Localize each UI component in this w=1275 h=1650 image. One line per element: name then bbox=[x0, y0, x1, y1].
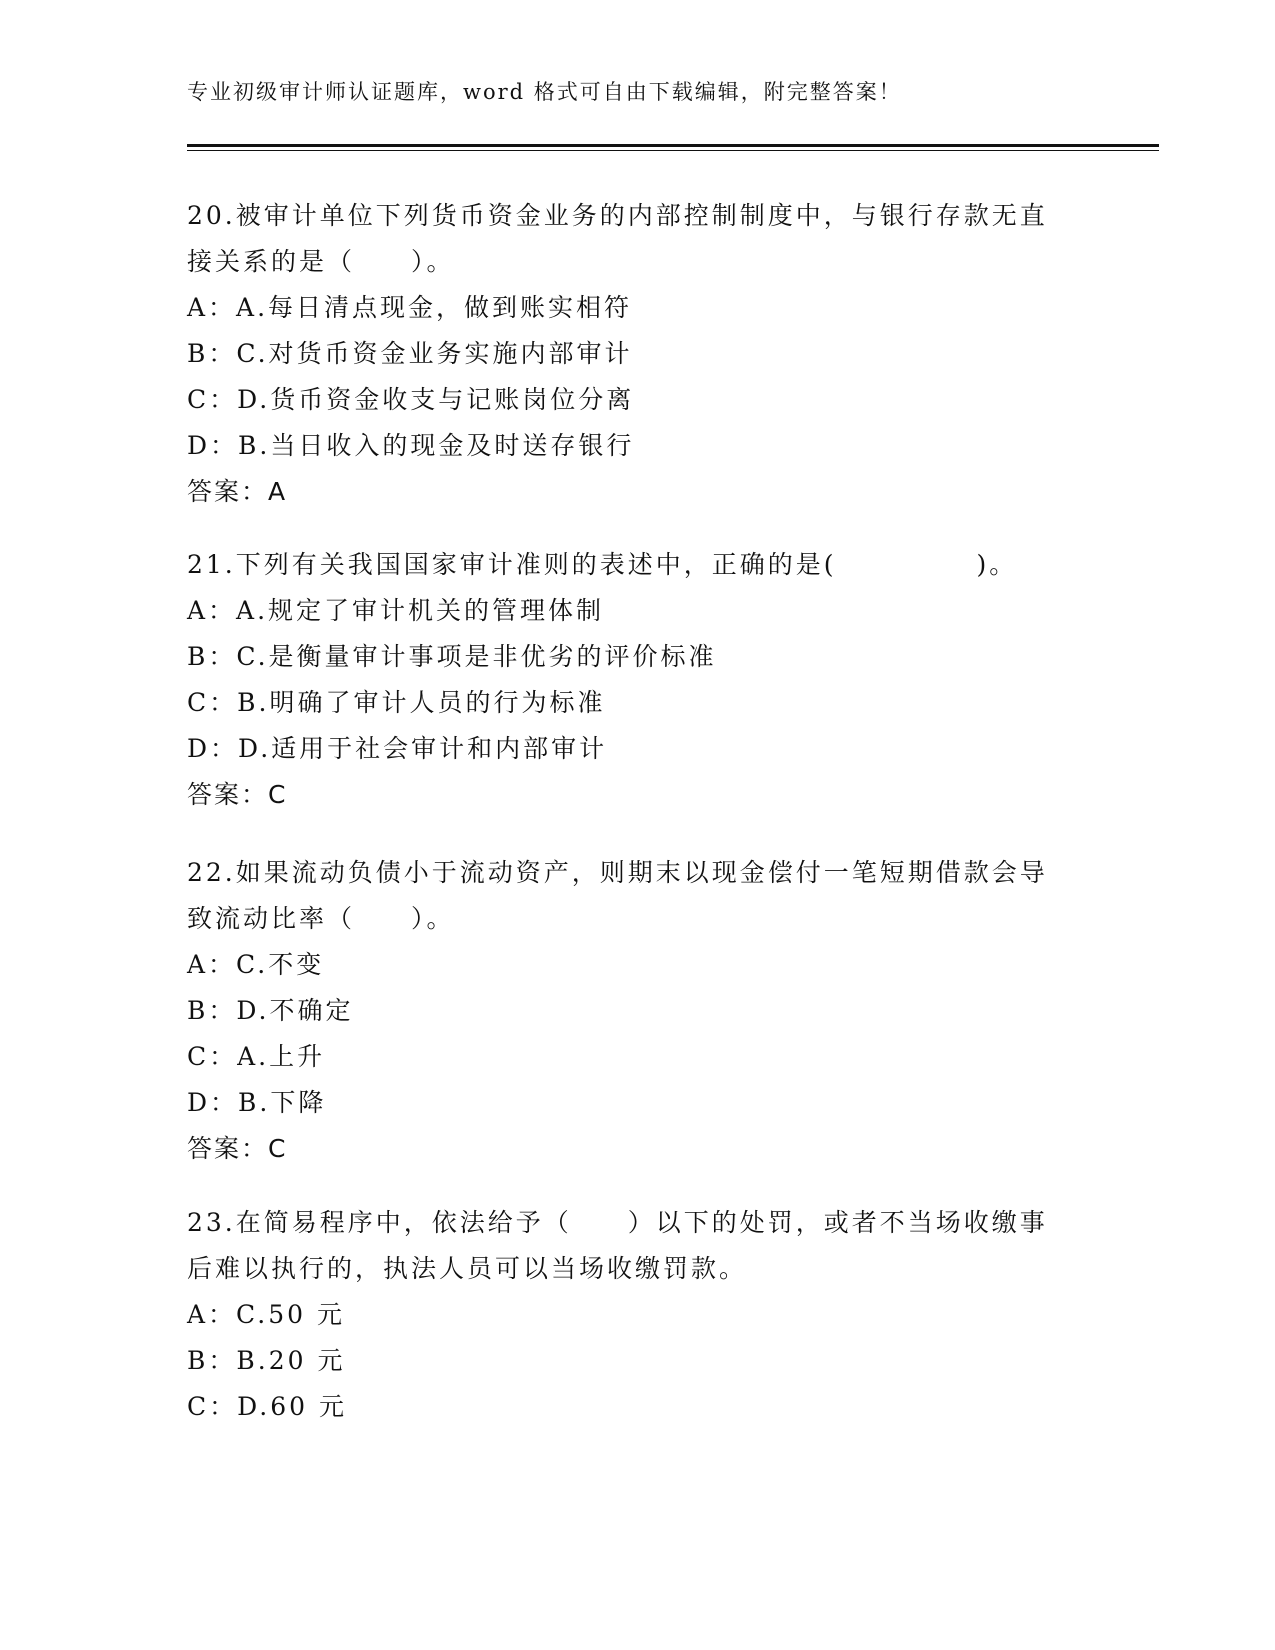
option-c: C：D.货币资金收支与记账岗位分离 bbox=[187, 385, 635, 414]
page-header-text: 专业初级审计师认证题库，word 格式可自由下载编辑，附完整答案！ bbox=[187, 80, 902, 104]
option-a: A：C.50 元 bbox=[187, 1300, 345, 1329]
option-b: B：C.是衡量审计事项是非优劣的评价标准 bbox=[187, 642, 717, 671]
header-rule-thin bbox=[187, 150, 1159, 151]
option-c: C：D.60 元 bbox=[187, 1392, 347, 1421]
question-text: 21.下列有关我国国家审计准则的表述中，正确的是( )。 bbox=[187, 550, 1018, 579]
answer: 答案：C bbox=[187, 1134, 288, 1163]
answer: 答案：A bbox=[187, 477, 288, 506]
question-text: 22.如果流动负债小于流动资产，则期末以现金偿付一笔短期借款会导 bbox=[187, 858, 1048, 887]
question-22 bbox=[187, 850, 1087, 1172]
option-b: B：B.20 元 bbox=[187, 1346, 346, 1375]
option-d: D：B.当日收入的现金及时送存银行 bbox=[187, 431, 635, 460]
question-text: 接关系的是（ ）。 bbox=[187, 247, 455, 276]
question-23 bbox=[187, 1200, 1087, 1430]
question-text: 致流动比率（ ）。 bbox=[187, 904, 455, 933]
question-21 bbox=[187, 542, 1087, 818]
option-d: D：B.下降 bbox=[187, 1088, 327, 1117]
option-c: C：B.明确了审计人员的行为标准 bbox=[187, 688, 606, 717]
option-b: B：D.不确定 bbox=[187, 996, 354, 1025]
question-text: 20.被审计单位下列货币资金业务的内部控制制度中，与银行存款无直 bbox=[187, 201, 1048, 230]
answer: 答案：C bbox=[187, 780, 288, 809]
question-text: 23.在简易程序中，依法给予（ ）以下的处罚，或者不当场收缴事 bbox=[187, 1208, 1048, 1237]
question-text: 后难以执行的，执法人员可以当场收缴罚款。 bbox=[187, 1254, 748, 1283]
option-c: C：A.上升 bbox=[187, 1042, 326, 1071]
question-20 bbox=[187, 193, 1087, 515]
option-b: B：C.对货币资金业务实施内部审计 bbox=[187, 339, 633, 368]
option-a: A：A.每日清点现金，做到账实相符 bbox=[187, 293, 633, 322]
option-a: A：A.规定了审计机关的管理体制 bbox=[187, 596, 605, 625]
header-rule-thick bbox=[187, 144, 1159, 147]
option-a: A：C.不变 bbox=[187, 950, 325, 979]
option-d: D：D.适用于社会审计和内部审计 bbox=[187, 734, 608, 763]
